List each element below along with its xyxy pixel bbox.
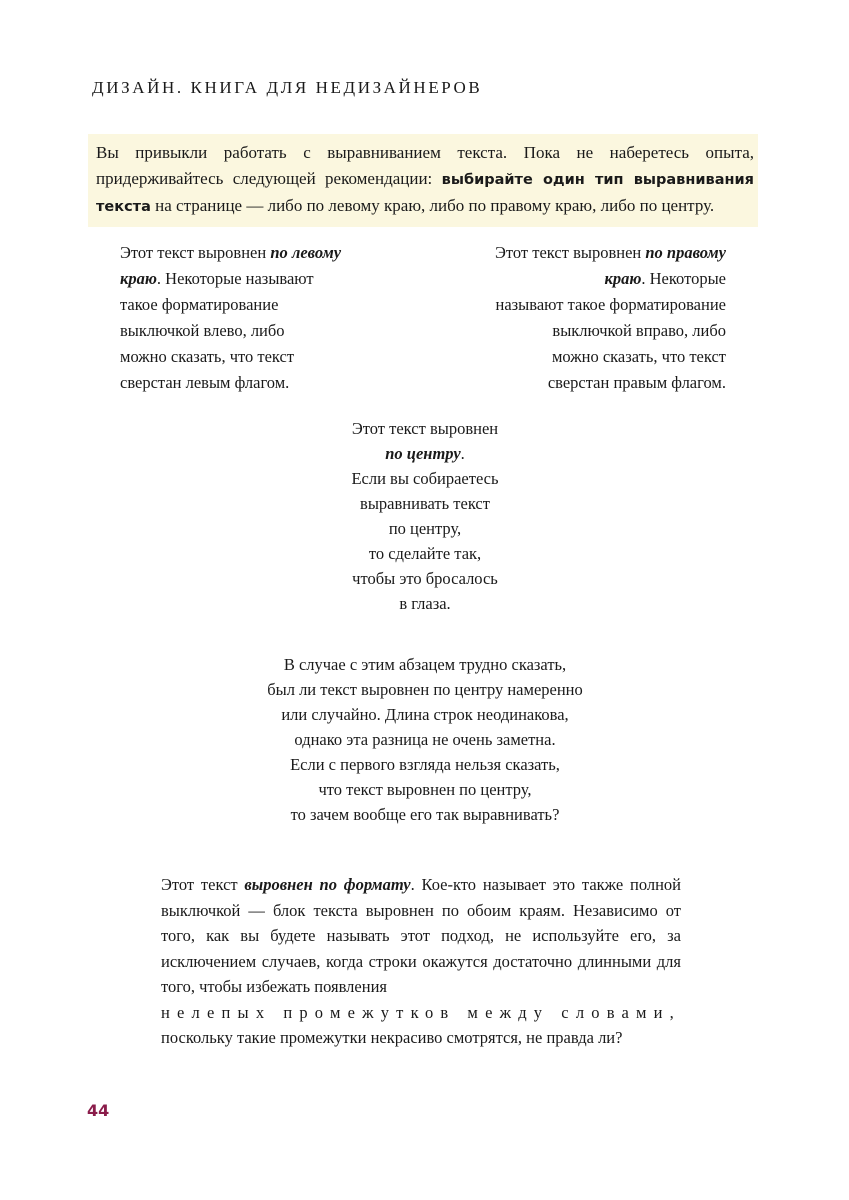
justified-text-post: . Кое-кто называет это также полной выключкой — блок текста выровнен по обоим краям. Независимо от того, как вы будете называть этот подход, не используйте его, за исключением случаев, когда строки окажутся достаточно длинными для того, чтобы избежать появления — [161, 875, 682, 996]
right-line-6: сверстан правым флагом. — [547, 373, 726, 392]
justified-text-pre: Этот текст — [161, 875, 245, 894]
right-line-1-text: Этот текст выровнен — [495, 243, 646, 262]
left-line-2-text: . Некоторые называют — [156, 269, 314, 288]
justified-emphasis: выровнен по формату — [244, 875, 411, 894]
tip-bold-text: выбирайте один тип выравнивания текста — [96, 172, 754, 215]
justified-wide-line: нелепых промежутков между словами, — [161, 1002, 681, 1022]
tip-text-after: на странице — либо по левому краю, либо по правому краю, либо по центру. — [150, 196, 715, 215]
right-line-2 — [425, 266, 726, 292]
center-line-2-emphasis: по центру — [385, 444, 461, 463]
left-line-1-emphasis: по левому — [270, 243, 342, 262]
right-line-2-text: . Некоторые — [641, 269, 726, 288]
ambiguous-center-example — [170, 652, 680, 827]
center-aligned-example — [270, 416, 580, 616]
center-line-1: Этот текст выровнен — [351, 419, 499, 438]
left-aligned-example — [120, 240, 420, 396]
center2-line: был ли текст выровнен по центру намеренно — [267, 680, 583, 699]
justified-last-line: поскольку такие промежутки некрасиво смотрятся, не правда ли? — [161, 1028, 623, 1047]
left-line-4: выключкой влево, либо — [120, 321, 285, 340]
left-line-1-text: Этот текст выровнен — [120, 243, 271, 262]
justified-example — [161, 872, 681, 1051]
running-header: ДИЗАЙН. КНИГА ДЛЯ НЕДИЗАЙНЕРОВ — [92, 78, 483, 97]
left-line-2-emphasis: краю — [120, 269, 157, 288]
left-line-2 — [120, 266, 420, 292]
center-line-2 — [270, 441, 580, 466]
center2-line: В случае с этим абзацем трудно сказать, — [283, 655, 567, 674]
center2-line: то зачем вообще его так выравнивать? — [290, 805, 560, 824]
center-line-4: выравнивать текст — [360, 494, 490, 513]
tip-text-before: Вы привыкли работать с выравниванием текста. Пока не наберетесь опыта, придерживайтесь следующей рекомендации: — [96, 143, 754, 188]
tip-box — [88, 134, 758, 227]
right-line-5: можно сказать, что текст — [551, 347, 726, 366]
right-line-4: выключкой вправо, либо — [552, 321, 726, 340]
left-line-3: такое форматирование — [120, 295, 279, 314]
left-line-1 — [120, 240, 420, 266]
center-line-8: в глаза. — [399, 594, 451, 613]
right-aligned-example — [425, 240, 726, 396]
center-line-5: по центру, — [388, 519, 462, 538]
center-line-6: то сделайте так, — [368, 544, 482, 563]
right-line-2-emphasis: краю — [604, 269, 642, 288]
right-line-1 — [425, 240, 726, 266]
right-line-3: называют такое форматирование — [495, 295, 726, 314]
left-line-5: можно сказать, что текст — [120, 347, 295, 366]
center2-line: однако эта разница не очень заметна. — [294, 730, 556, 749]
center-line-7: чтобы это бросалось — [352, 569, 498, 588]
center2-line: Если с первого взгляда нельзя сказать, — [290, 755, 560, 774]
right-line-1-emphasis: по правому — [645, 243, 726, 262]
center-line-2-text: . — [460, 444, 465, 463]
page-number: 44 — [87, 1101, 110, 1120]
left-line-6: сверстан левым флагом. — [120, 373, 290, 392]
center2-line: или случайно. Длина строк неодинакова, — [281, 705, 569, 724]
center-line-3: Если вы собираетесь — [351, 469, 499, 488]
center2-line: что текст выровнен по центру, — [318, 780, 532, 799]
